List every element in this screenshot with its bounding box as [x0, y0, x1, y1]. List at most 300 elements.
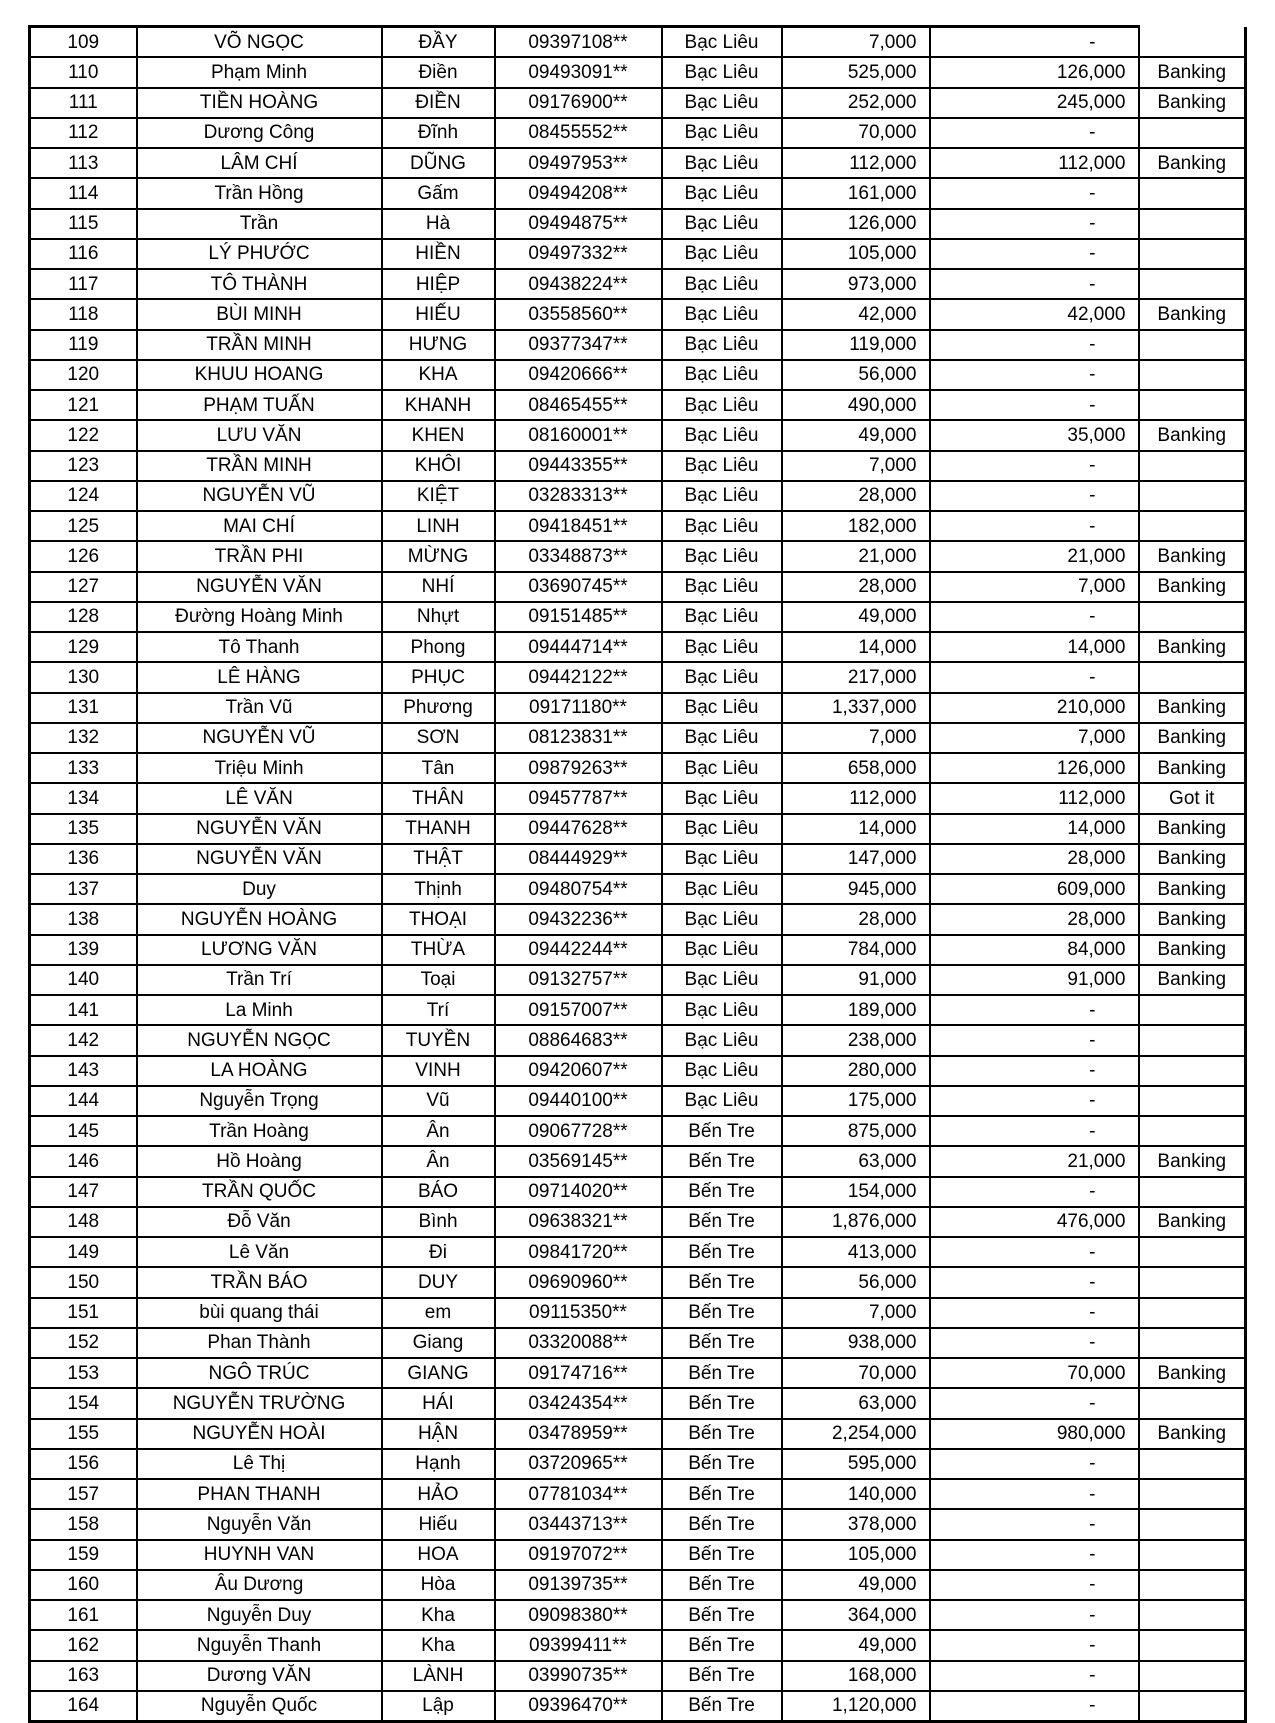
cell-province: Bến Tre	[662, 1388, 782, 1418]
cell-phone: 09418451**	[495, 511, 662, 541]
cell-phone: 09420607**	[495, 1056, 662, 1086]
cell-status	[1139, 269, 1246, 299]
cell-paid-amount: -	[930, 1630, 1139, 1660]
table-row	[30, 904, 1246, 934]
cell-province: Bến Tre	[662, 1419, 782, 1449]
table-row	[30, 1116, 1246, 1146]
cell-last-name: Hòa	[382, 1570, 495, 1600]
cell-phone: 03443713**	[495, 1509, 662, 1539]
cell-index: 146	[30, 1146, 137, 1176]
cell-first-name: LÊ VĂN	[137, 783, 382, 813]
cell-last-name: VINH	[382, 1056, 495, 1086]
cell-amount: 364,000	[782, 1600, 930, 1630]
cell-province: Bạc Liêu	[662, 1086, 782, 1116]
cell-paid-amount: -	[930, 1691, 1139, 1722]
cell-phone: 03690745**	[495, 572, 662, 602]
cell-last-name: LÀNH	[382, 1661, 495, 1691]
cell-last-name: Thịnh	[382, 874, 495, 904]
cell-amount: 14,000	[782, 814, 930, 844]
cell-province: Bạc Liêu	[662, 390, 782, 420]
cell-first-name: NGUYỄN HOÀNG	[137, 904, 382, 934]
cell-last-name: THANH	[382, 814, 495, 844]
cell-status	[1139, 1570, 1246, 1600]
cell-index: 151	[30, 1298, 137, 1328]
cell-status: Banking	[1139, 1358, 1246, 1388]
cell-index: 158	[30, 1509, 137, 1539]
cell-paid-amount: -	[930, 1086, 1139, 1116]
cell-paid-amount: -	[930, 1509, 1139, 1539]
cell-amount: 7,000	[782, 1298, 930, 1328]
cell-phone: 09396470**	[495, 1691, 662, 1722]
cell-status	[1139, 1691, 1246, 1722]
cell-phone: 08864683**	[495, 1025, 662, 1055]
table-row	[30, 299, 1246, 329]
cell-status: Banking	[1139, 844, 1246, 874]
cell-amount: 1,337,000	[782, 693, 930, 723]
cell-phone: 09438224**	[495, 269, 662, 299]
cell-status	[1139, 118, 1246, 148]
cell-province: Bạc Liêu	[662, 360, 782, 390]
table-row	[30, 1267, 1246, 1297]
table-row	[30, 420, 1246, 450]
cell-phone: 08465455**	[495, 390, 662, 420]
cell-status	[1139, 1298, 1246, 1328]
cell-status	[1139, 1056, 1246, 1086]
cell-first-name: NGUYỄN VŨ	[137, 481, 382, 511]
cell-phone: 09442122**	[495, 662, 662, 692]
cell-amount: 252,000	[782, 88, 930, 118]
cell-last-name: Giang	[382, 1328, 495, 1358]
cell-status: Banking	[1139, 299, 1246, 329]
table-row	[30, 632, 1246, 662]
cell-status: Banking	[1139, 693, 1246, 723]
cell-last-name: Điền	[382, 57, 495, 87]
cell-paid-amount: 112,000	[930, 783, 1139, 813]
cell-province: Bạc Liêu	[662, 753, 782, 783]
table-row	[30, 783, 1246, 813]
cell-amount: 189,000	[782, 995, 930, 1025]
cell-province: Bạc Liêu	[662, 27, 782, 58]
cell-province: Bạc Liêu	[662, 57, 782, 87]
cell-last-name: Phương	[382, 693, 495, 723]
cell-amount: 658,000	[782, 753, 930, 783]
cell-paid-amount: 112,000	[930, 148, 1139, 178]
cell-amount: 175,000	[782, 1086, 930, 1116]
table-row	[30, 1479, 1246, 1509]
table-row	[30, 662, 1246, 692]
cell-paid-amount: 126,000	[930, 57, 1139, 87]
cell-phone: 09494875**	[495, 209, 662, 239]
cell-phone: 09399411**	[495, 1630, 662, 1660]
cell-status: Banking	[1139, 88, 1246, 118]
cell-amount: 875,000	[782, 1116, 930, 1146]
cell-last-name: Đĩnh	[382, 118, 495, 148]
cell-index: 148	[30, 1207, 137, 1237]
cell-amount: 154,000	[782, 1177, 930, 1207]
cell-amount: 7,000	[782, 723, 930, 753]
cell-amount: 91,000	[782, 965, 930, 995]
cell-index: 118	[30, 299, 137, 329]
cell-first-name: LÂM CHÍ	[137, 148, 382, 178]
cell-amount: 119,000	[782, 330, 930, 360]
cell-last-name: KHANH	[382, 390, 495, 420]
cell-paid-amount: -	[930, 1328, 1139, 1358]
cell-paid-amount: -	[930, 1116, 1139, 1146]
cell-first-name: LÝ PHƯỚC	[137, 239, 382, 269]
cell-phone: 09690960**	[495, 1267, 662, 1297]
cell-last-name: DŨNG	[382, 148, 495, 178]
cell-first-name: Trần Hồng	[137, 178, 382, 208]
cell-phone: 09132757**	[495, 965, 662, 995]
cell-status	[1139, 1661, 1246, 1691]
cell-amount: 238,000	[782, 1025, 930, 1055]
cell-province: Bến Tre	[662, 1540, 782, 1570]
cell-status: Banking	[1139, 420, 1246, 450]
cell-paid-amount: -	[930, 602, 1139, 632]
table-row	[30, 935, 1246, 965]
cell-last-name: Vũ	[382, 1086, 495, 1116]
cell-first-name: Hồ Hoàng	[137, 1146, 382, 1176]
cell-paid-amount: 42,000	[930, 299, 1139, 329]
cell-phone: 09493091**	[495, 57, 662, 87]
cell-phone: 08455552**	[495, 118, 662, 148]
cell-index: 133	[30, 753, 137, 783]
table-row	[30, 753, 1246, 783]
table-row	[30, 1661, 1246, 1691]
table-row	[30, 88, 1246, 118]
cell-index: 147	[30, 1177, 137, 1207]
cell-amount: 112,000	[782, 783, 930, 813]
cell-last-name: HIẾU	[382, 299, 495, 329]
cell-status	[1139, 1086, 1246, 1116]
cell-status	[1139, 451, 1246, 481]
cell-index: 124	[30, 481, 137, 511]
cell-phone: 08160001**	[495, 420, 662, 450]
cell-status: Banking	[1139, 572, 1246, 602]
cell-status	[1139, 662, 1246, 692]
cell-phone: 09447628**	[495, 814, 662, 844]
cell-paid-amount: 126,000	[930, 753, 1139, 783]
cell-province: Bến Tre	[662, 1600, 782, 1630]
cell-province: Bến Tre	[662, 1177, 782, 1207]
cell-phone: 08123831**	[495, 723, 662, 753]
cell-index: 142	[30, 1025, 137, 1055]
cell-first-name: Âu Dương	[137, 1570, 382, 1600]
cell-first-name: Nguyễn Trọng	[137, 1086, 382, 1116]
cell-index: 136	[30, 844, 137, 874]
cell-last-name: GIANG	[382, 1358, 495, 1388]
cell-phone: 09480754**	[495, 874, 662, 904]
cell-paid-amount: -	[930, 178, 1139, 208]
cell-status	[1139, 1600, 1246, 1630]
cell-first-name: Phạm Minh	[137, 57, 382, 87]
cell-province: Bạc Liêu	[662, 148, 782, 178]
cell-index: 129	[30, 632, 137, 662]
cell-amount: 126,000	[782, 209, 930, 239]
table-row	[30, 1237, 1246, 1267]
cell-paid-amount: -	[930, 118, 1139, 148]
cell-province: Bến Tre	[662, 1509, 782, 1539]
cell-last-name: TUYỀN	[382, 1025, 495, 1055]
cell-first-name: Trần	[137, 209, 382, 239]
cell-amount: 182,000	[782, 511, 930, 541]
table-row	[30, 572, 1246, 602]
cell-phone: 09115350**	[495, 1298, 662, 1328]
cell-first-name: PHAN THANH	[137, 1479, 382, 1509]
table-row	[30, 814, 1246, 844]
cell-amount: 161,000	[782, 178, 930, 208]
cell-amount: 49,000	[782, 602, 930, 632]
cell-last-name: em	[382, 1298, 495, 1328]
cell-paid-amount: 14,000	[930, 632, 1139, 662]
cell-last-name: Lập	[382, 1691, 495, 1722]
table-row	[30, 451, 1246, 481]
cell-paid-amount: -	[930, 1298, 1139, 1328]
cell-last-name: HÁI	[382, 1388, 495, 1418]
table-row	[30, 844, 1246, 874]
cell-index: 164	[30, 1691, 137, 1722]
cell-index: 160	[30, 1570, 137, 1600]
cell-amount: 147,000	[782, 844, 930, 874]
cell-last-name: Tân	[382, 753, 495, 783]
cell-phone: 03320088**	[495, 1328, 662, 1358]
table-row	[30, 965, 1246, 995]
cell-first-name: VÕ NGỌC	[137, 27, 382, 58]
cell-status	[1139, 1540, 1246, 1570]
table-row	[30, 269, 1246, 299]
table-row	[30, 1177, 1246, 1207]
cell-status	[1139, 1267, 1246, 1297]
cell-amount: 784,000	[782, 935, 930, 965]
cell-last-name: SƠN	[382, 723, 495, 753]
cell-first-name: Trần Vũ	[137, 693, 382, 723]
cell-first-name: NGUYỄN TRƯỜNG	[137, 1388, 382, 1418]
cell-status: Banking	[1139, 965, 1246, 995]
cell-index: 126	[30, 541, 137, 571]
cell-first-name: Nguyễn Duy	[137, 1600, 382, 1630]
cell-amount: 28,000	[782, 572, 930, 602]
cell-index: 125	[30, 511, 137, 541]
cell-status	[1139, 27, 1246, 58]
cell-phone: 09442244**	[495, 935, 662, 965]
cell-phone: 03283313**	[495, 481, 662, 511]
cell-status: Banking	[1139, 904, 1246, 934]
cell-last-name: ĐẦY	[382, 27, 495, 58]
cell-index: 109	[30, 27, 137, 58]
cell-last-name: Kha	[382, 1600, 495, 1630]
cell-first-name: NGUYỄN VĂN	[137, 572, 382, 602]
cell-last-name: Nhựt	[382, 602, 495, 632]
table-row	[30, 693, 1246, 723]
cell-province: Bạc Liêu	[662, 330, 782, 360]
cell-last-name: Đi	[382, 1237, 495, 1267]
cell-paid-amount: 476,000	[930, 1207, 1139, 1237]
cell-phone: 09443355**	[495, 451, 662, 481]
cell-first-name: KHUU HOANG	[137, 360, 382, 390]
cell-status: Banking	[1139, 148, 1246, 178]
cell-paid-amount: 21,000	[930, 541, 1139, 571]
cell-index: 163	[30, 1661, 137, 1691]
cell-amount: 70,000	[782, 118, 930, 148]
cell-paid-amount: -	[930, 1540, 1139, 1570]
cell-province: Bến Tre	[662, 1207, 782, 1237]
cell-index: 150	[30, 1267, 137, 1297]
cell-province: Bến Tre	[662, 1328, 782, 1358]
cell-province: Bạc Liêu	[662, 209, 782, 239]
cell-index: 137	[30, 874, 137, 904]
cell-first-name: NGUYỄN VŨ	[137, 723, 382, 753]
cell-phone: 03569145**	[495, 1146, 662, 1176]
cell-amount: 49,000	[782, 420, 930, 450]
cell-phone: 09139735**	[495, 1570, 662, 1600]
table-row	[30, 1056, 1246, 1086]
cell-phone: 09879263**	[495, 753, 662, 783]
cell-paid-amount: -	[930, 1449, 1139, 1479]
cell-amount: 413,000	[782, 1237, 930, 1267]
cell-province: Bạc Liêu	[662, 904, 782, 934]
cell-phone: 09841720**	[495, 1237, 662, 1267]
cell-province: Bến Tre	[662, 1237, 782, 1267]
cell-phone: 07781034**	[495, 1479, 662, 1509]
cell-province: Bạc Liêu	[662, 239, 782, 269]
cell-last-name: DUY	[382, 1267, 495, 1297]
payout-table-body	[30, 27, 1246, 1722]
cell-last-name: Kha	[382, 1630, 495, 1660]
payout-table	[28, 25, 1247, 1723]
cell-amount: 42,000	[782, 299, 930, 329]
cell-last-name: Toại	[382, 965, 495, 995]
cell-index: 140	[30, 965, 137, 995]
table-row	[30, 360, 1246, 390]
cell-index: 154	[30, 1388, 137, 1418]
cell-index: 131	[30, 693, 137, 723]
table-row	[30, 481, 1246, 511]
cell-status	[1139, 239, 1246, 269]
cell-index: 155	[30, 1419, 137, 1449]
cell-province: Bạc Liêu	[662, 844, 782, 874]
cell-paid-amount: 7,000	[930, 572, 1139, 602]
table-row	[30, 1086, 1246, 1116]
cell-phone: 08444929**	[495, 844, 662, 874]
cell-province: Bến Tre	[662, 1630, 782, 1660]
cell-status	[1139, 481, 1246, 511]
cell-status: Banking	[1139, 723, 1246, 753]
cell-index: 162	[30, 1630, 137, 1660]
cell-status: Banking	[1139, 1419, 1246, 1449]
table-row	[30, 330, 1246, 360]
cell-amount: 49,000	[782, 1570, 930, 1600]
cell-amount: 105,000	[782, 239, 930, 269]
cell-first-name: Dương Công	[137, 118, 382, 148]
cell-first-name: NGÔ TRÚC	[137, 1358, 382, 1388]
cell-phone: 09176900**	[495, 88, 662, 118]
table-row	[30, 1630, 1246, 1660]
cell-phone: 03558560**	[495, 299, 662, 329]
cell-first-name: NGUYỄN VĂN	[137, 814, 382, 844]
cell-index: 111	[30, 88, 137, 118]
cell-index: 156	[30, 1449, 137, 1479]
cell-index: 141	[30, 995, 137, 1025]
cell-first-name: Đường Hoàng Minh	[137, 602, 382, 632]
cell-amount: 7,000	[782, 27, 930, 58]
cell-amount: 1,120,000	[782, 1691, 930, 1722]
cell-first-name: Triệu Minh	[137, 753, 382, 783]
cell-province: Bạc Liêu	[662, 420, 782, 450]
cell-status	[1139, 1025, 1246, 1055]
cell-province: Bến Tre	[662, 1298, 782, 1328]
cell-index: 116	[30, 239, 137, 269]
cell-phone: 03478959**	[495, 1419, 662, 1449]
cell-first-name: Phan Thành	[137, 1328, 382, 1358]
cell-index: 120	[30, 360, 137, 390]
cell-index: 119	[30, 330, 137, 360]
table-row	[30, 995, 1246, 1025]
cell-last-name: THẬT	[382, 844, 495, 874]
cell-first-name: LƯU VĂN	[137, 420, 382, 450]
cell-province: Bạc Liêu	[662, 935, 782, 965]
cell-first-name: MAI CHÍ	[137, 511, 382, 541]
table-row	[30, 390, 1246, 420]
cell-paid-amount: -	[930, 1237, 1139, 1267]
cell-status: Banking	[1139, 1146, 1246, 1176]
cell-index: 114	[30, 178, 137, 208]
table-row	[30, 1207, 1246, 1237]
cell-amount: 112,000	[782, 148, 930, 178]
cell-last-name: Gấm	[382, 178, 495, 208]
cell-province: Bạc Liêu	[662, 269, 782, 299]
cell-province: Bến Tre	[662, 1479, 782, 1509]
cell-first-name: TRẦN PHI	[137, 541, 382, 571]
cell-paid-amount: -	[930, 1056, 1139, 1086]
cell-phone: 09497332**	[495, 239, 662, 269]
cell-last-name: HẢO	[382, 1479, 495, 1509]
cell-phone: 09171180**	[495, 693, 662, 723]
cell-first-name: NGUYỄN NGỌC	[137, 1025, 382, 1055]
cell-amount: 490,000	[782, 390, 930, 420]
cell-status	[1139, 1177, 1246, 1207]
cell-last-name: Trí	[382, 995, 495, 1025]
cell-status: Banking	[1139, 1207, 1246, 1237]
cell-province: Bạc Liêu	[662, 632, 782, 662]
cell-index: 121	[30, 390, 137, 420]
cell-first-name: Nguyễn Thanh	[137, 1630, 382, 1660]
cell-paid-amount: -	[930, 1388, 1139, 1418]
cell-index: 134	[30, 783, 137, 813]
cell-status: Got it	[1139, 783, 1246, 813]
cell-index: 135	[30, 814, 137, 844]
cell-province: Bạc Liêu	[662, 723, 782, 753]
cell-paid-amount: -	[930, 360, 1139, 390]
cell-amount: 105,000	[782, 1540, 930, 1570]
cell-province: Bạc Liêu	[662, 602, 782, 632]
cell-province: Bạc Liêu	[662, 481, 782, 511]
cell-status	[1139, 209, 1246, 239]
cell-status	[1139, 1237, 1246, 1267]
table-row	[30, 1146, 1246, 1176]
cell-province: Bến Tre	[662, 1267, 782, 1297]
cell-index: 153	[30, 1358, 137, 1388]
cell-province: Bến Tre	[662, 1570, 782, 1600]
cell-index: 159	[30, 1540, 137, 1570]
cell-index: 139	[30, 935, 137, 965]
cell-index: 157	[30, 1479, 137, 1509]
table-row	[30, 1600, 1246, 1630]
cell-last-name: PHỤC	[382, 662, 495, 692]
cell-first-name: Lê Thị	[137, 1449, 382, 1479]
cell-index: 152	[30, 1328, 137, 1358]
cell-index: 132	[30, 723, 137, 753]
cell-amount: 49,000	[782, 1630, 930, 1660]
